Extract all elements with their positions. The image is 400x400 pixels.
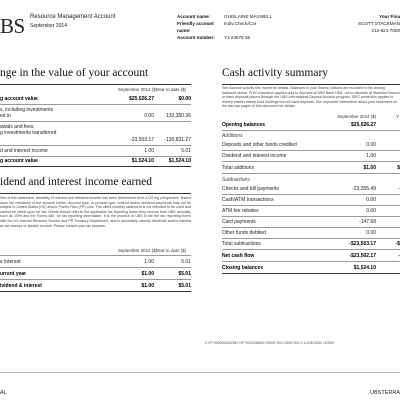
- account-name: GHISLAINE MAXWELL: [224, 14, 273, 19]
- change-row-month: $25,026.27: [128, 96, 154, 102]
- dividend-row-ytd: $5.01: [178, 283, 191, 289]
- change-col-month: September 2014 ($): [118, 87, 158, 92]
- subtractions-row-value: -23,355.49: [352, 186, 376, 192]
- dividend-row-month: 1.00: [144, 259, 154, 265]
- divider: [0, 121, 191, 122]
- divider: [0, 156, 191, 157]
- opening-balance-value: $25,026.27: [350, 122, 376, 128]
- divider: [222, 227, 400, 228]
- subtractions-row-label: Other funds debited: [222, 230, 266, 236]
- total-subtractions-ytd: -$: [395, 241, 400, 247]
- change-row-ytd: 132,350.36: [165, 113, 191, 119]
- divider: [0, 267, 191, 268]
- account-meta: [177, 13, 272, 41]
- divider: [0, 291, 191, 292]
- total-subtractions-label: Total subtractions: [222, 241, 261, 247]
- dividend-row-ytd: $5.01: [178, 271, 191, 277]
- tax-note: Ses of this statement, taxability of interest and dividend income has been determined from a US ing perspective. Based upon the residence of the account holder, account type, or product type, ividend and/or dividend payments may not be subject to United States (US) and/or Puerto Rico (PR) ome. The client monthly statement is not intended to be used and cannot be relied upon for tax Clients should refer to the applicable tax reporting forms they receive from UBS annually, such as 1099 and the Forms 480, for tax reporting information. It is the practice of UBS to file the tax reporting forms with the US Internal Revenue Service and PR Treasury Department, and in accurately classify dividends and/or interest as tax exempt or taxable income. Please consult your tax preparer.: [0, 196, 191, 228]
- subtractions-row-label: Checks and bill payments: [222, 186, 279, 192]
- divider: [222, 173, 400, 174]
- change-row-ytd: -130,831.27: [164, 137, 191, 143]
- account-name-label: Account name:: [177, 14, 211, 19]
- dividend-section-title: idend and interest income earned: [0, 176, 152, 188]
- subtractions-heading: Subtractions: [222, 177, 250, 183]
- advisor-phone: 212-821-7000: [371, 28, 400, 33]
- account-number-label: Account number:: [177, 35, 216, 40]
- document-id: CYP70000000552667 NP70000298800 00008 0914 03057500 4 1123576530 110000: [205, 341, 335, 345]
- divider: [0, 279, 191, 280]
- divider: [222, 194, 400, 195]
- subtractions-row-value: 0.00: [366, 208, 376, 214]
- dividend-row-month: $1.00: [141, 283, 154, 289]
- subtractions-row-label: Card payments: [222, 219, 256, 225]
- subtractions-row-value: 0.00: [366, 197, 376, 203]
- change-row-label: g account value: [0, 96, 38, 102]
- change-row-month: $1,524.10: [131, 158, 154, 164]
- footer-rule: [0, 372, 400, 373]
- statement-title: Resource Management Account: [30, 14, 116, 20]
- dividend-row-month: $1.00: [141, 271, 154, 277]
- additions-heading: Additions: [222, 133, 243, 139]
- divider: [0, 145, 191, 146]
- change-section-title: nge in the value of your account: [0, 67, 149, 79]
- cash-col-month: September 2014 ($): [337, 114, 377, 119]
- total-additions-value: $1.00: [363, 165, 376, 171]
- additions-row-label: Deposits and other funds credited: [222, 142, 297, 148]
- subtractions-row-value: -147.68: [359, 219, 376, 225]
- cash-col-ytd: Y: [396, 114, 399, 119]
- friendly-name-label: Friendly account name:: [177, 21, 214, 33]
- advisor-name: SCOTT STACKMAN: [358, 21, 400, 26]
- divider: [222, 249, 400, 250]
- change-row-month: -23,503.17: [130, 137, 154, 143]
- statement-date: September 2014: [30, 23, 67, 29]
- dividend-col-ytd: Year to date ($): [156, 248, 187, 253]
- divider: [222, 216, 400, 217]
- change-row-ytd: $1,524.10: [168, 158, 191, 164]
- dividend-row-ytd: 5.01: [181, 259, 191, 265]
- additions-row-value: 1.00: [366, 153, 376, 159]
- dividend-row-label: ividend & interest: [0, 283, 42, 289]
- change-row-label: ed in: [0, 113, 11, 119]
- subtractions-row-label: Cash/ATM transactions: [222, 197, 274, 203]
- divider: [0, 255, 191, 256]
- additions-row-value: 0.00: [366, 142, 376, 148]
- account-number: Y1 23578 55: [224, 35, 251, 40]
- brand-logo: BS: [0, 14, 25, 38]
- divider: [222, 238, 400, 239]
- opening-balance-label: Opening balances: [222, 122, 266, 128]
- divider: [222, 261, 400, 262]
- divider: [0, 193, 191, 194]
- closing-balance-label: Closing balances: [222, 265, 264, 271]
- change-row-month: 0.00: [144, 113, 154, 119]
- divider: [222, 150, 400, 151]
- net-cash-flow-ytd: -: [398, 253, 400, 259]
- additions-row-label: Dividend and interest income: [222, 153, 287, 159]
- footer-left-text: AL: [0, 390, 7, 396]
- friendly-name: Indiv.Check/Car: [224, 21, 257, 26]
- net-cash-flow-value: -$23,502.17: [349, 253, 376, 259]
- change-row-label: awals and fees,: [0, 124, 35, 130]
- change-row-ytd: $0.00: [178, 96, 191, 102]
- change-col-ytd: Year to date ($): [156, 87, 187, 92]
- subtractions-row-value: 0.00: [366, 230, 376, 236]
- dividend-row-label: e interest: [0, 259, 21, 265]
- cash-section-title: Cash activity summary: [222, 67, 329, 79]
- divider: [0, 166, 191, 167]
- divider: [0, 84, 191, 85]
- change-row-ytd: 5.01: [181, 148, 191, 154]
- divider: [0, 104, 191, 105]
- divider: [222, 161, 400, 162]
- total-additions-label: Total additions: [222, 165, 254, 171]
- footer-right-text: UBSTERRA: [370, 390, 400, 396]
- dividend-col-month: September 2014 ($): [118, 248, 158, 253]
- total-subtractions-value: -$23,503.17: [349, 241, 376, 247]
- advisor-heading: Your Fina: [379, 14, 400, 19]
- total-additions-ytd: $: [397, 165, 400, 171]
- cash-note: See Account activity this month for details. Balances in your Sweep Options are included in the closing balances above. FDIC insurance applies only to deposits at UBS Bank USA, not to deposits at Stamford Branch or bank deposits placed through the UBS International Deposit Account program. SIPC protection applies to money market sweep fund holdings but not bank deposits. See Important information about your statement on the last two pages of this document for details.: [222, 86, 400, 109]
- net-cash-flow-label: Net cash flow: [222, 253, 255, 259]
- change-row-label: g investments transferred: [0, 130, 57, 136]
- subtractions-row-ytd: -: [398, 186, 400, 192]
- closing-balance-value: $1,524.10: [353, 265, 376, 271]
- divider: [222, 84, 400, 85]
- change-row-label: g account value: [0, 158, 38, 164]
- dividend-row-label: urrent year: [0, 271, 27, 277]
- change-row-month: 1.00: [144, 148, 154, 154]
- divider: [222, 130, 400, 131]
- divider: [222, 205, 400, 206]
- change-row-label: s, including investments: [0, 107, 54, 113]
- change-row-label: d and interest income: [0, 148, 48, 154]
- advisor-block: [340, 13, 400, 34]
- divider: [222, 273, 400, 274]
- subtractions-row-label: ATM fee rebates: [222, 208, 259, 214]
